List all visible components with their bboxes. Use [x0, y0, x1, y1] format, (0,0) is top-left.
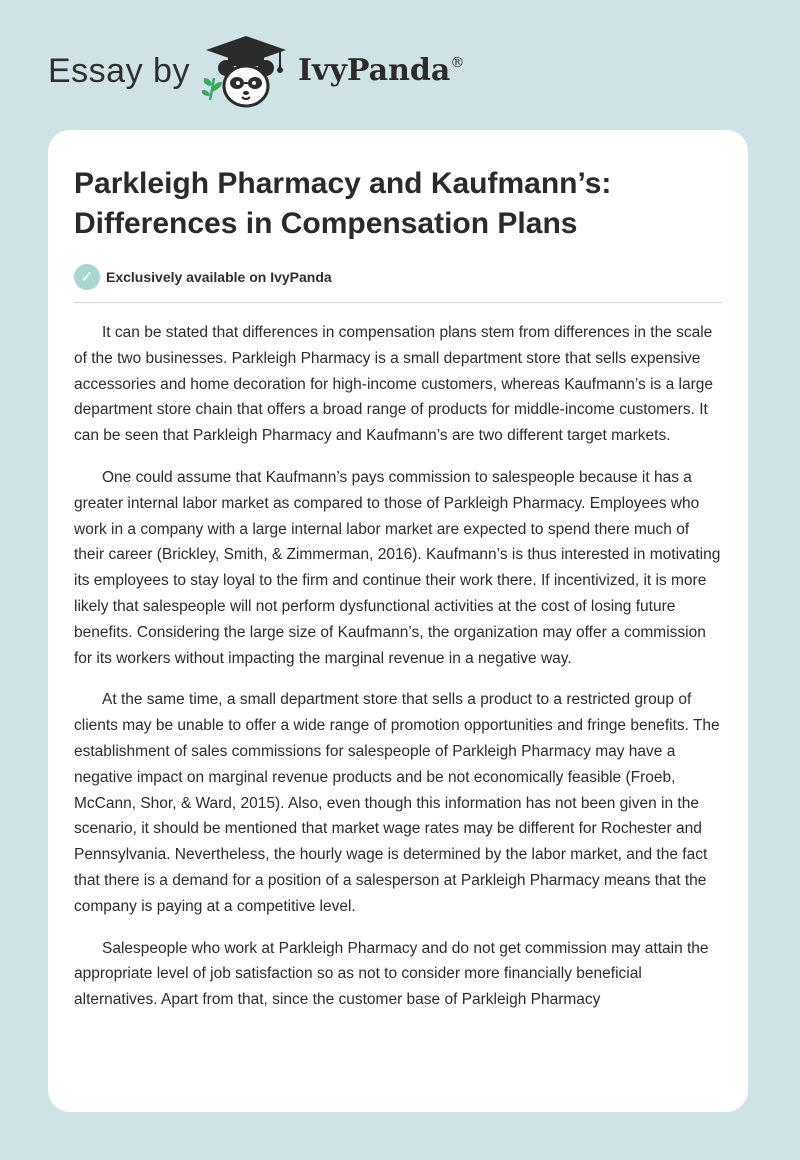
essay-body	[74, 320, 722, 1029]
brand-name: IvyPanda	[298, 53, 451, 88]
exclusive-badge	[74, 264, 332, 290]
check-icon: ✓	[74, 264, 100, 290]
essay-card	[48, 130, 748, 1112]
paragraph: One could assume that Kaufmann’s pays commission to salespeople because it has a greater internal labor market as compared to those of Parkleigh Pharmacy. Employees who work in a company with a large internal labor market are expected to spend there much of their career (Brickley, Smith, & Zimmerman, 2016). Kaufmann’s is thus interested in motivating its employees to stay loyal to the firm and continue their work there. If incentivized, it is more likely that salespeople will not perform dysfunctional activities at the cost of losing future benefits. Considering the large size of Kaufmann’s, the organization may offer a commission for its workers without impacting the marginal revenue in a negative way.	[74, 468, 721, 667]
paragraph: At the same time, a small department store that sells a product to a restricted group of clients may be unable to offer a wide range of promotion opportunities and fringe benefits. The establishment of sales commissions for salespeople of Parkleigh Pharmacy may have a negative impact on marginal revenue products and be not economically feasible (Froeb, McCann, Shor, & Ward, 2015). Also, even though this information has not been given in the scenario, it should be mentioned that market wage rates may be different for Rochester and Pennsylvania. Nevertheless, the hourly wage is determined by the labor market, and the fact that there is a demand for a position of a salesperson at Parkleigh Pharmacy means that the company is paying at a competitive level.	[74, 691, 720, 915]
registered-mark: ®	[450, 55, 465, 71]
ivypanda-logo-text[interactable]	[298, 53, 464, 88]
divider	[74, 302, 722, 303]
essay-title: Parkleigh Pharmacy and Kaufmann’s: Differences in Compensation Plans	[74, 167, 612, 240]
paragraph: Salespeople who work at Parkleigh Pharmacy and do not get commission may attain the appropriate level of job satisfaction so as not to consider more financially beneficial alternatives. Apart from that, since the customer base of Parkleigh Pharmacy	[74, 939, 709, 1009]
essay-by-label: Essay by	[48, 52, 190, 90]
site-header	[0, 0, 800, 130]
panda-logo-icon[interactable]	[200, 34, 292, 110]
paragraph: It can be stated that differences in compensation plans stem from differences in the scale of the two businesses. Parkleigh Pharmacy is a small department store that sells expensive accessories and home decoration for high-income customers, whereas Kaufmann’s is a large department store chain that offers a broad range of products for middle-income customers. It can be seen that Parkleigh Pharmacy and Kaufmann’s are two different target markets.	[74, 324, 713, 445]
exclusive-badge-text: Exclusively available on IvyPanda	[106, 269, 332, 285]
